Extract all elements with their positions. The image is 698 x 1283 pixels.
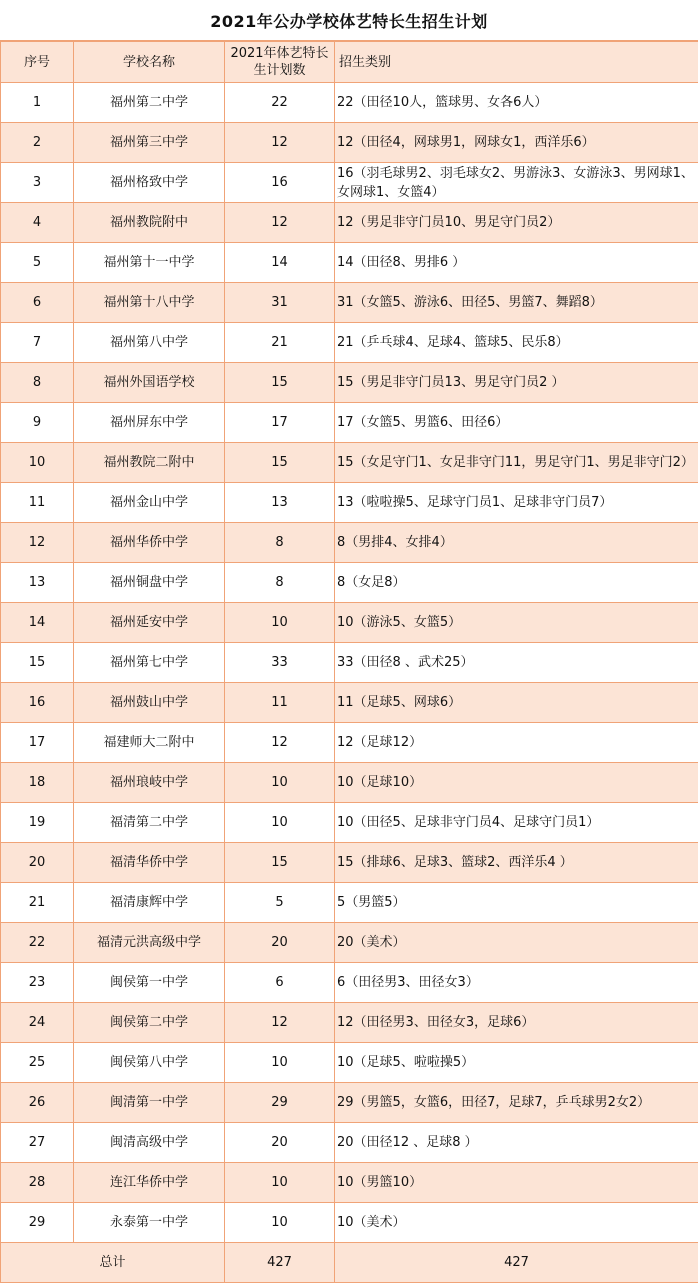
header-school: 学校名称 (74, 42, 225, 83)
cell-school: 福州铜盘中学 (74, 563, 225, 603)
table-row (1, 203, 698, 243)
cell-category: 11（足球5、网球6） (335, 683, 698, 723)
table-row (1, 283, 698, 323)
cell-category: 20（美术） (335, 923, 698, 963)
cell-category: 10（足球10） (335, 763, 698, 803)
table-row (1, 483, 698, 523)
cell-plan: 10 (225, 603, 335, 643)
cell-plan: 17 (225, 403, 335, 443)
cell-index: 26 (1, 1083, 74, 1123)
table-row (1, 1043, 698, 1083)
cell-plan: 20 (225, 1123, 335, 1163)
table-row (1, 763, 698, 803)
header-row (1, 42, 698, 83)
cell-index: 29 (1, 1203, 74, 1243)
cell-plan: 15 (225, 363, 335, 403)
table-row (1, 83, 698, 123)
cell-index: 12 (1, 523, 74, 563)
table-row (1, 643, 698, 683)
cell-school: 闽侯第二中学 (74, 1003, 225, 1043)
cell-school: 福州教院二附中 (74, 443, 225, 483)
cell-school: 福州教院附中 (74, 203, 225, 243)
cell-school: 福州第八中学 (74, 323, 225, 363)
cell-plan: 11 (225, 683, 335, 723)
table-row (1, 1163, 698, 1203)
table-row (1, 403, 698, 443)
cell-category: 16（羽毛球男2、羽毛球女2、男游泳3、女游泳3、男网球1、女网球1、女篮4） (335, 163, 698, 203)
cell-category: 14（田径8、男排6 ） (335, 243, 698, 283)
cell-plan: 14 (225, 243, 335, 283)
cell-index: 22 (1, 923, 74, 963)
cell-plan: 29 (225, 1083, 335, 1123)
table-row (1, 683, 698, 723)
cell-index: 27 (1, 1123, 74, 1163)
cell-school: 福州外国语学校 (74, 363, 225, 403)
cell-school: 福清第二中学 (74, 803, 225, 843)
cell-category: 20（田径12 、足球8 ） (335, 1123, 698, 1163)
cell-plan: 12 (225, 1003, 335, 1043)
cell-index: 2 (1, 123, 74, 163)
cell-category: 13（啦啦操5、足球守门员1、足球非守门员7） (335, 483, 698, 523)
table-row (1, 803, 698, 843)
cell-index: 21 (1, 883, 74, 923)
cell-index: 3 (1, 163, 74, 203)
cell-school: 福州华侨中学 (74, 523, 225, 563)
cell-plan: 10 (225, 1163, 335, 1203)
cell-index: 5 (1, 243, 74, 283)
cell-category: 10（美术） (335, 1203, 698, 1243)
cell-school: 福州延安中学 (74, 603, 225, 643)
cell-category: 15（男足非守门员13、男足守门员2 ） (335, 363, 698, 403)
cell-plan: 10 (225, 1043, 335, 1083)
cell-school: 福州第十一中学 (74, 243, 225, 283)
cell-plan: 12 (225, 123, 335, 163)
cell-category: 33（田径8 、武术25） (335, 643, 698, 683)
cell-plan: 10 (225, 763, 335, 803)
cell-plan: 12 (225, 203, 335, 243)
header-plan: 2021年体艺特长生计划数 (225, 42, 335, 83)
cell-category: 8（男排4、女排4） (335, 523, 698, 563)
cell-plan: 20 (225, 923, 335, 963)
cell-index: 19 (1, 803, 74, 843)
total-category: 427 (335, 1243, 698, 1283)
cell-plan: 15 (225, 843, 335, 883)
header-index: 序号 (1, 42, 74, 83)
cell-index: 28 (1, 1163, 74, 1203)
cell-index: 25 (1, 1043, 74, 1083)
cell-index: 23 (1, 963, 74, 1003)
cell-category: 6（田径男3、田径女3） (335, 963, 698, 1003)
cell-index: 6 (1, 283, 74, 323)
cell-index: 14 (1, 603, 74, 643)
cell-index: 7 (1, 323, 74, 363)
cell-plan: 16 (225, 163, 335, 203)
cell-plan: 13 (225, 483, 335, 523)
cell-index: 1 (1, 83, 74, 123)
cell-category: 12（田径4，网球男1，网球女1，西洋乐6） (335, 123, 698, 163)
cell-school: 福清华侨中学 (74, 843, 225, 883)
cell-school: 福州鼓山中学 (74, 683, 225, 723)
cell-category: 12（男足非守门员10、男足守门员2） (335, 203, 698, 243)
table-row (1, 1083, 698, 1123)
cell-plan: 12 (225, 723, 335, 763)
cell-category: 15（排球6、足球3、篮球2、西洋乐4 ） (335, 843, 698, 883)
cell-category: 12（田径男3、田径女3，足球6） (335, 1003, 698, 1043)
plan-table (0, 41, 698, 1283)
table-row (1, 243, 698, 283)
cell-school: 连江华侨中学 (74, 1163, 225, 1203)
total-label: 总计 (1, 1243, 225, 1283)
cell-category: 10（男篮10） (335, 1163, 698, 1203)
cell-index: 18 (1, 763, 74, 803)
cell-plan: 10 (225, 1203, 335, 1243)
cell-category: 10（足球5、啦啦操5） (335, 1043, 698, 1083)
cell-category: 21（乒乓球4、足球4、篮球5、民乐8） (335, 323, 698, 363)
table-row (1, 723, 698, 763)
cell-school: 闽侯第八中学 (74, 1043, 225, 1083)
table-row (1, 1203, 698, 1243)
table-row (1, 923, 698, 963)
table-row (1, 123, 698, 163)
cell-plan: 8 (225, 563, 335, 603)
cell-category: 5（男篮5） (335, 883, 698, 923)
table-row (1, 1123, 698, 1163)
header-category: 招生类别 (335, 42, 698, 83)
table-row (1, 883, 698, 923)
cell-school: 福清康辉中学 (74, 883, 225, 923)
cell-school: 闽清第一中学 (74, 1083, 225, 1123)
table-row (1, 563, 698, 603)
table-row (1, 1003, 698, 1043)
cell-index: 4 (1, 203, 74, 243)
cell-plan: 10 (225, 803, 335, 843)
cell-school: 福州琅岐中学 (74, 763, 225, 803)
cell-index: 11 (1, 483, 74, 523)
cell-category: 15（女足守门1、女足非守门11，男足守门1、男足非守门2） (335, 443, 698, 483)
cell-category: 17（女篮5、男篮6、田径6） (335, 403, 698, 443)
cell-plan: 22 (225, 83, 335, 123)
cell-plan: 6 (225, 963, 335, 1003)
cell-school: 闽侯第一中学 (74, 963, 225, 1003)
cell-index: 13 (1, 563, 74, 603)
table-row (1, 523, 698, 563)
table-row (1, 603, 698, 643)
cell-category: 12（足球12） (335, 723, 698, 763)
cell-index: 9 (1, 403, 74, 443)
cell-index: 24 (1, 1003, 74, 1043)
cell-index: 16 (1, 683, 74, 723)
cell-index: 17 (1, 723, 74, 763)
cell-plan: 8 (225, 523, 335, 563)
cell-school: 福州第十八中学 (74, 283, 225, 323)
cell-school: 福州屏东中学 (74, 403, 225, 443)
total-plan: 427 (225, 1243, 335, 1283)
cell-category: 31（女篮5、游泳6、田径5、男篮7、舞蹈8） (335, 283, 698, 323)
table-body (1, 83, 698, 1243)
cell-index: 20 (1, 843, 74, 883)
cell-index: 15 (1, 643, 74, 683)
cell-plan: 31 (225, 283, 335, 323)
table-row (1, 363, 698, 403)
total-row (1, 1243, 698, 1283)
table-row (1, 963, 698, 1003)
cell-school: 福州格致中学 (74, 163, 225, 203)
cell-category: 10（田径5、足球非守门员4、足球守门员1） (335, 803, 698, 843)
cell-category: 8（女足8） (335, 563, 698, 603)
cell-index: 8 (1, 363, 74, 403)
cell-school: 福州第三中学 (74, 123, 225, 163)
cell-plan: 33 (225, 643, 335, 683)
table-row (1, 163, 698, 203)
cell-category: 22（田径10人，篮球男、女各6人） (335, 83, 698, 123)
cell-school: 福建师大二附中 (74, 723, 225, 763)
cell-school: 福州第二中学 (74, 83, 225, 123)
table-row (1, 843, 698, 883)
cell-plan: 15 (225, 443, 335, 483)
cell-school: 福州金山中学 (74, 483, 225, 523)
cell-index: 10 (1, 443, 74, 483)
table-row (1, 323, 698, 363)
cell-school: 福州第七中学 (74, 643, 225, 683)
table-row (1, 443, 698, 483)
cell-category: 29（男篮5，女篮6，田径7，足球7，乒乓球男2女2） (335, 1083, 698, 1123)
cell-plan: 21 (225, 323, 335, 363)
cell-school: 福清元洪高级中学 (74, 923, 225, 963)
sheet-title: 2021年公办学校体艺特长生招生计划 (0, 0, 698, 41)
cell-plan: 5 (225, 883, 335, 923)
cell-category: 10（游泳5、女篮5） (335, 603, 698, 643)
cell-school: 永泰第一中学 (74, 1203, 225, 1243)
cell-school: 闽清高级中学 (74, 1123, 225, 1163)
